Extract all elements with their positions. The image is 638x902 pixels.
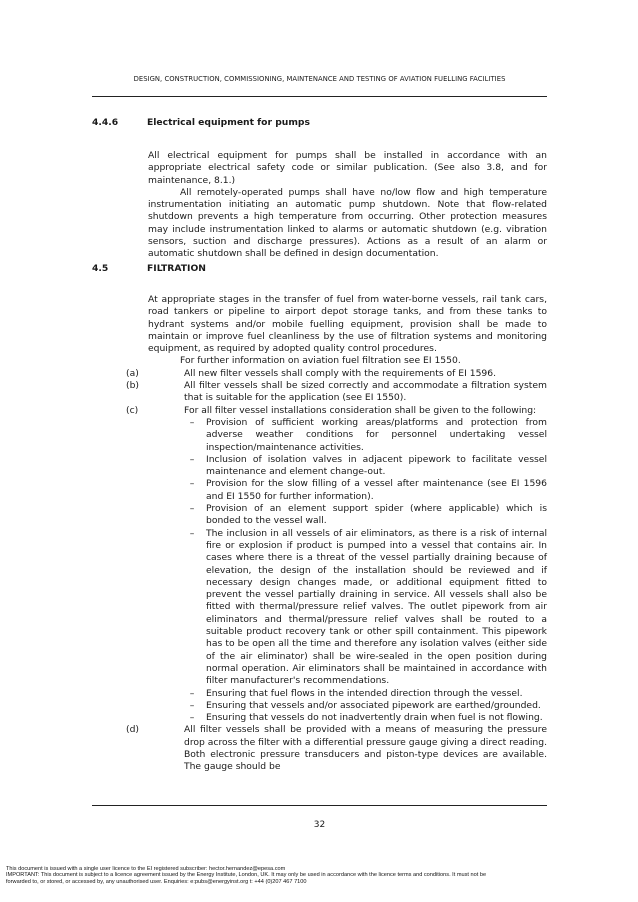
footer-line: forwarded to, or stored, or accessed by, any unauthorised user. Enquiries: e:pubs@energyinst.org t: +44 (0)207 467 7100 — [6, 878, 307, 885]
list-item — [126, 380, 547, 405]
dash-bullet: – — [189, 478, 195, 490]
dash-bullet: – — [189, 699, 195, 711]
sub-list — [184, 417, 547, 724]
dash-bullet: – — [189, 712, 195, 724]
sub-list-item — [184, 454, 547, 479]
item-text: All filter vessels shall be provided with a means of measuring the pressure drop across the filter with a differential pressure gauge giving a direct reading. Both electronic pressure transducers and piston-type devices are available. The gauge should be — [184, 724, 547, 773]
paragraph: For further information on aviation fuel filtration see EI 1550. — [180, 355, 461, 367]
item-text: For all filter vessel installations consideration shall be given to the following: — [184, 404, 537, 416]
section-4-4-6-body — [148, 150, 547, 261]
section-4-5-body — [126, 294, 547, 774]
licence-footer — [6, 866, 634, 885]
sub-list-item — [184, 503, 547, 528]
sub-list-item — [184, 528, 547, 688]
section-number: 4.4.6 — [92, 117, 119, 128]
sub-item-text: Ensuring that fuel flows in the intended direction through the vessel. — [206, 687, 523, 699]
footer-rule — [92, 805, 547, 806]
item-label: (c) — [126, 404, 139, 416]
header-rule — [92, 96, 547, 97]
sub-list-item — [184, 478, 547, 503]
list-item — [126, 367, 547, 380]
dash-bullet: – — [189, 416, 195, 428]
item-label: (b) — [126, 380, 140, 392]
paragraph: All remotely-operated pumps shall have no/low flow and high temperature instrumentation initiating an automatic pump shutdown. Note that flow-related shutdown prevents a high temperature from occurring. Other protection measures may include instrumentation linked to alarms or automatic shutdown (e.g. vibration sensors, suction and discharge pressures). Actions as a result of an alarm or automatic shutdown shall be defined in design documentation. — [148, 186, 547, 260]
running-header: DESIGN, CONSTRUCTION, COMMISSIONING, MAINTENANCE AND TESTING OF AVIATION FUELLING FACILITIES — [133, 75, 506, 83]
section-heading-4-5 — [92, 263, 206, 274]
sub-item-text: The inclusion in all vessels of air eliminators, as there is a risk of internal fire or explosion if product is pumped into a vessel that contains air. In cases where there is a threat of the vessel partially draining because of elevation, the design of the installation should be reviewed and if necessary design changes made, or additional equipment fitted to prevent the vessel partially draining in service. All vessels shall also be fitted with thermal/pressure relief valves. The outlet pipework from air eliminators and thermal/pressure relief valves shall be routed to a suitable product recovery tank or other spill containment. This pipework has to be open all the time and therefore any isolation valves (either side of the air eliminator) shall be wire-sealed in the open position during normal operation. Air eliminators shall be maintained in accordance with filter manufacturer's recommendations. — [206, 527, 547, 687]
sub-item-text: Ensuring that vessels do not inadvertently drain when fuel is not flowing. — [206, 712, 543, 724]
section-title: Electrical equipment for pumps — [147, 117, 310, 128]
sub-list-item — [184, 417, 547, 454]
section-title: FILTRATION — [147, 263, 206, 274]
item-label: (a) — [126, 367, 139, 379]
paragraph: All electrical equipment for pumps shall be installed in accordance with an appropriate electrical safety code or similar publication. (See also 3.8, and for maintenance, 8.1.) — [148, 150, 547, 186]
item-label: (d) — [126, 724, 140, 736]
section-number: 4.5 — [92, 263, 109, 274]
list-item — [126, 724, 547, 773]
dash-bullet: – — [189, 503, 195, 515]
footer-line: IMPORTANT: This document is subject to a licence agreement issued by the Energy Institute, London, UK. It may only be used in accordance with the licence terms and conditions. It must not be — [6, 872, 487, 879]
footer-line: This document is issued with a single user licence to the EI registered subscriber: hector.hernandez@epesa.com — [6, 866, 286, 872]
sub-item-text: Provision of sufficient working areas/platforms and protection from adverse weather conditions for personnel undertaking vessel inspection/maintenance activities. — [206, 416, 547, 453]
dash-bullet: – — [189, 453, 195, 465]
dash-bullet: – — [189, 687, 195, 699]
sub-item-text: Provision for the slow filling of a vessel after maintenance (see EI 1596 and EI 1550 for further information). — [206, 478, 547, 502]
paragraph: At appropriate stages in the transfer of fuel from water-borne vessels, rail tank cars, road tankers or pipeline to airport depot storage tanks, and from these tanks to hydrant systems and/or mobile fuelling equipment, provision shall be made to maintain or improve fuel cleanliness by the use of filtration systems and monitoring equipment, as required by adopted quality control procedures. — [148, 294, 547, 355]
sub-item-text: Inclusion of isolation valves in adjacent pipework to facilitate vessel maintenance and element change-out. — [206, 453, 547, 478]
item-text: All new filter vessels shall comply with the requirements of EI 1596. — [184, 367, 497, 379]
dash-bullet: – — [189, 527, 195, 539]
item-text: All filter vessels shall be sized correctly and accommodate a filtration system that is suitable for the application (see EI 1550). — [184, 380, 547, 404]
sub-list-item — [184, 712, 547, 724]
page-number: 32 — [313, 820, 326, 830]
sub-list-item — [184, 700, 547, 712]
sub-item-text: Provision of an element support spider (where applicable) which is bonded to the vessel wall. — [206, 503, 547, 527]
section-heading-4-4-6 — [92, 117, 310, 128]
list-item — [126, 404, 547, 725]
sub-list-item — [184, 688, 547, 700]
sub-item-text: Ensuring that vessels and/or associated pipework are earthed/grounded. — [206, 699, 541, 711]
